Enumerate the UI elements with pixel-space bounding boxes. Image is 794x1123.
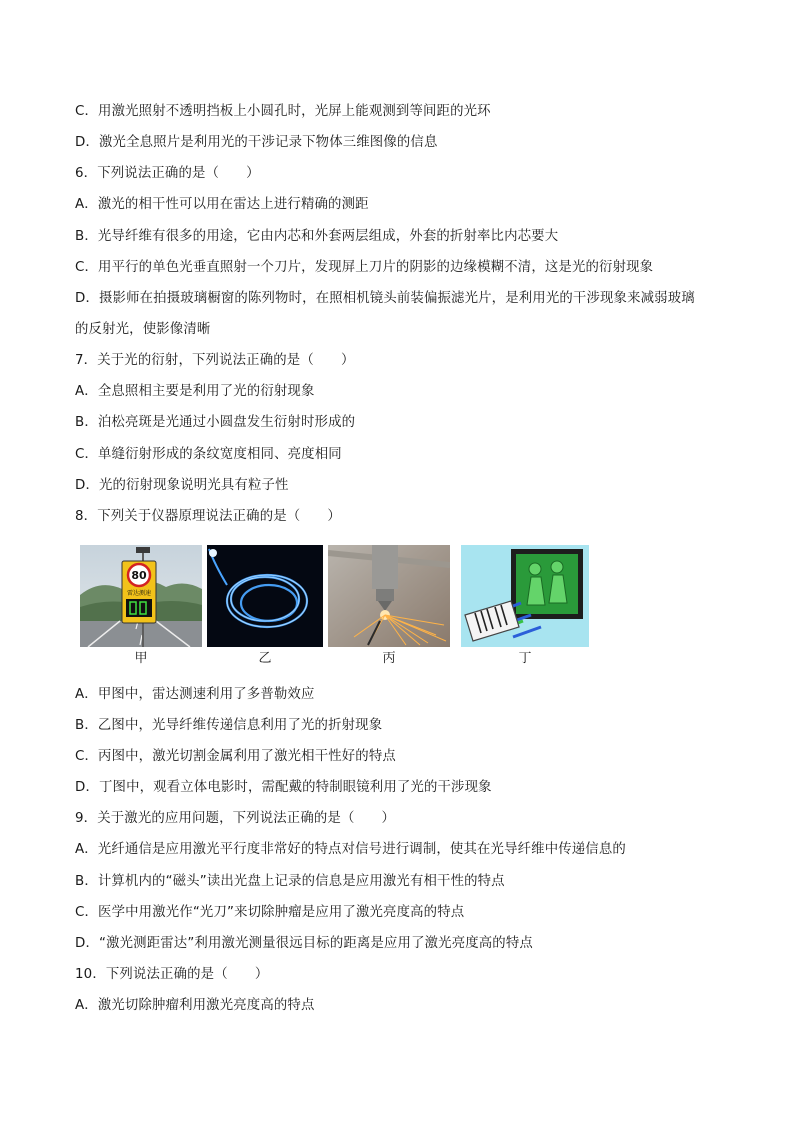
q9-option-d: D．“激光测距雷达”利用激光测量很远目标的距离是应用了激光亮度高的特点 — [75, 936, 533, 951]
q9-option-b: B．计算机内的“磁头”读出光盘上记录的信息是应用激光有相干性的特点 — [75, 874, 505, 889]
figure-bing — [328, 545, 450, 666]
q8-option-c: C．丙图中，激光切割金属利用了激光相干性好的特点 — [75, 749, 396, 764]
radar-speed-sign-image — [80, 545, 202, 647]
q8-stem: 8．下列关于仪器原理说法正确的是（ ） — [75, 509, 341, 524]
q7-option-d: D．光的衍射现象说明光具有粒子性 — [75, 478, 289, 493]
q10-option-a: A．激光切除肿瘤利用激光亮度高的特点 — [75, 998, 315, 1013]
q7-option-b: B．泊松亮斑是光通过小圆盘发生衍射时形成的 — [75, 415, 356, 430]
figure-ding — [461, 545, 589, 666]
q7-option-c: C．单缝衍射形成的条纹宽度相同、亮度相同 — [75, 447, 342, 462]
q6-stem: 6．下列说法正确的是（ ） — [75, 166, 260, 181]
q7-option-a: A．全息照相主要是利用了光的衍射现象 — [75, 384, 315, 399]
q9-stem: 9．关于激光的应用问题，下列说法正确的是（ ） — [75, 811, 396, 826]
q5-option-d: D．激光全息照片是利用光的干涉记录下物体三维图像的信息 — [75, 135, 438, 150]
3d-glasses-image — [461, 545, 589, 647]
laser-cutting-image — [328, 545, 450, 647]
q9-option-c: C．医学中用激光作“光刀”来切除肿瘤是应用了激光亮度高的特点 — [75, 905, 465, 920]
q10-stem: 10．下列说法正确的是（ ） — [75, 967, 269, 982]
optical-fiber-image — [207, 545, 323, 647]
figure-label-jia: 甲 — [134, 651, 148, 666]
speed-limit-text: 80 — [131, 569, 147, 582]
q6-option-a: A．激光的相干性可以用在雷达上进行精确的测距 — [75, 197, 369, 212]
q8-figures — [80, 545, 600, 670]
figure-yi — [207, 545, 323, 666]
figure-jia — [80, 545, 202, 666]
q8-option-a: A．甲图中，雷达测速利用了多普勒效应 — [75, 687, 315, 702]
q5-option-c: C．用激光照射不透明挡板上小圆孔时，光屏上能观测到等间距的光环 — [75, 104, 491, 119]
q8-option-b: B．乙图中，光导纤维传递信息利用了光的折射现象 — [75, 718, 383, 733]
q6-option-b: B．光导纤维有很多的用途，它由内芯和外套两层组成，外套的折射率比内芯要大 — [75, 229, 559, 244]
q8-option-d: D．丁图中，观看立体电影时，需配戴的特制眼镜利用了光的干涉现象 — [75, 780, 492, 795]
q6-option-d: D．摄影师在拍摄玻璃橱窗的陈列物时，在照相机镜头前装偏振滤光片，是利用光的干涉现象来减弱玻璃 — [75, 291, 695, 306]
radar-label-text: 雷达测速 — [126, 590, 152, 597]
q6-option-d-cont: 的反射光，使影像清晰 — [75, 322, 211, 337]
figure-label-bing: 丙 — [382, 651, 396, 666]
figure-label-ding: 丁 — [518, 651, 532, 666]
q6-option-c: C．用平行的单色光垂直照射一个刀片，发现屏上刀片的阴影的边缘模糊不清，这是光的衍射现象 — [75, 260, 654, 275]
q7-stem: 7．关于光的衍射，下列说法正确的是（ ） — [75, 353, 355, 368]
figure-label-yi: 乙 — [258, 651, 272, 666]
q9-option-a: A．光纤通信是应用激光平行度非常好的特点对信号进行调制，使其在光导纤维中传递信息的 — [75, 842, 626, 857]
